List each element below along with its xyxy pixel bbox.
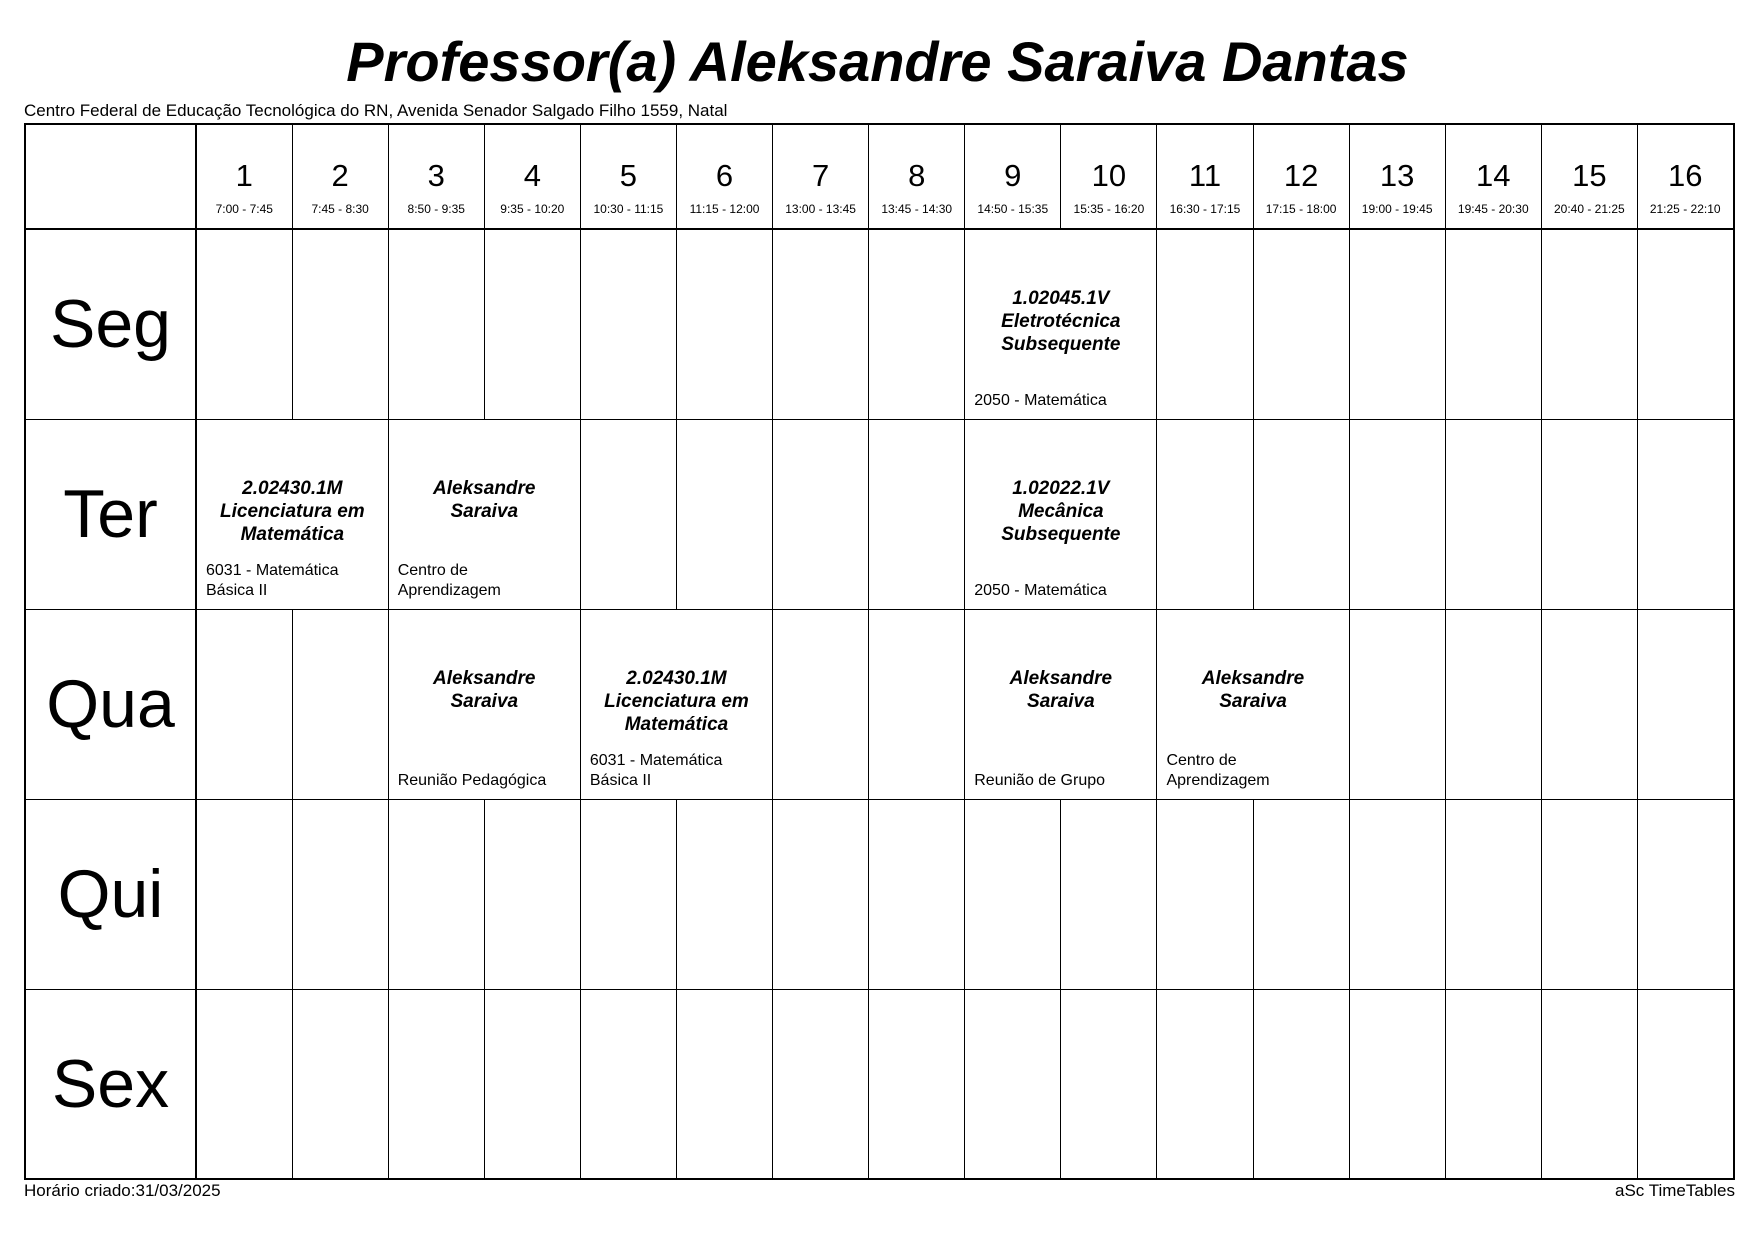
lesson-group-line: Mecânica bbox=[1018, 500, 1104, 522]
empty-slot bbox=[1445, 419, 1541, 609]
lesson-group bbox=[969, 667, 1152, 713]
lesson-subject bbox=[590, 751, 766, 791]
lesson-group-line: Saraiva bbox=[1027, 690, 1095, 712]
period-number: 7 bbox=[811, 158, 830, 193]
period-header bbox=[869, 124, 965, 229]
period-number: 2 bbox=[331, 158, 349, 193]
day-row bbox=[25, 609, 1734, 799]
period-header bbox=[484, 124, 580, 229]
lesson-group-line: 2.02430.1M bbox=[626, 667, 727, 689]
period-time: 19:45 - 20:30 bbox=[1457, 202, 1529, 216]
empty-slot bbox=[869, 229, 965, 419]
period-number: 9 bbox=[1004, 158, 1022, 193]
lesson-card bbox=[388, 609, 580, 799]
day-label: Qui bbox=[25, 799, 196, 989]
empty-slot bbox=[1541, 609, 1637, 799]
period-header bbox=[1637, 124, 1733, 229]
created-date: Horário criado:31/03/2025 bbox=[24, 1181, 221, 1200]
lesson-subject-line: 2050 - Matemática bbox=[974, 391, 1107, 409]
day-row bbox=[25, 419, 1734, 609]
empty-slot bbox=[1637, 609, 1733, 799]
lesson-group-line: Eletrotécnica bbox=[1001, 311, 1121, 332]
empty-slot bbox=[1445, 609, 1541, 799]
page-title: Professor(a) Aleksandre Saraiva Dantas bbox=[346, 30, 1409, 93]
empty-slot bbox=[676, 229, 772, 419]
lesson-subject bbox=[974, 581, 1150, 601]
empty-slot bbox=[1253, 229, 1349, 419]
lesson-content bbox=[389, 610, 580, 799]
period-time: 11:15 - 12:00 bbox=[689, 202, 760, 216]
lesson-group bbox=[1161, 667, 1344, 713]
lesson-group-line: Aleksandre bbox=[1201, 667, 1305, 689]
empty-slot bbox=[196, 799, 292, 989]
period-header bbox=[292, 124, 388, 229]
empty-slot bbox=[484, 229, 580, 419]
lesson-subject bbox=[1166, 751, 1342, 791]
empty-slot bbox=[484, 989, 580, 1179]
lesson-card bbox=[1157, 609, 1349, 799]
empty-slot bbox=[1349, 419, 1445, 609]
lesson-card bbox=[580, 609, 772, 799]
lesson-group bbox=[201, 477, 384, 546]
lesson-subject bbox=[398, 771, 574, 791]
empty-slot bbox=[1061, 799, 1157, 989]
lesson-group-line: 1.02022.1V bbox=[1012, 477, 1110, 499]
empty-slot bbox=[484, 799, 580, 989]
corner-cell bbox=[25, 124, 196, 229]
period-header bbox=[965, 124, 1061, 229]
lesson-subject bbox=[974, 771, 1150, 791]
empty-slot bbox=[1445, 799, 1541, 989]
day-label: Seg bbox=[25, 229, 196, 419]
empty-slot bbox=[1349, 989, 1445, 1179]
lesson-subject-line: Básica II bbox=[589, 771, 652, 789]
empty-slot bbox=[869, 419, 965, 609]
lesson-card bbox=[196, 419, 388, 609]
empty-slot bbox=[1637, 989, 1733, 1179]
empty-slot bbox=[1253, 419, 1349, 609]
lesson-card bbox=[965, 609, 1157, 799]
empty-slot bbox=[1445, 989, 1541, 1179]
period-time: 9:35 - 10:20 bbox=[500, 202, 565, 216]
lesson-group bbox=[969, 287, 1152, 356]
period-header bbox=[1445, 124, 1541, 229]
lesson-subject-line: 6031 - Matemática bbox=[589, 751, 723, 769]
period-time: 8:50 - 9:35 bbox=[407, 202, 465, 216]
empty-slot bbox=[1253, 799, 1349, 989]
lesson-group bbox=[969, 477, 1152, 546]
lesson-group-line: Aleksandre bbox=[1009, 667, 1113, 689]
empty-slot bbox=[965, 799, 1061, 989]
lesson-content bbox=[1157, 610, 1348, 799]
lesson-group-line: Aleksandre bbox=[433, 477, 536, 499]
empty-slot bbox=[676, 419, 772, 609]
empty-slot bbox=[1157, 989, 1253, 1179]
lesson-subject-line: 6031 - Matemática bbox=[206, 561, 339, 579]
empty-slot bbox=[292, 799, 388, 989]
timetable-body bbox=[25, 229, 1734, 1179]
period-header bbox=[196, 124, 292, 229]
period-header bbox=[1253, 124, 1349, 229]
period-number: 12 bbox=[1283, 158, 1319, 193]
empty-slot bbox=[869, 609, 965, 799]
empty-slot bbox=[1061, 989, 1157, 1179]
empty-slot bbox=[388, 989, 484, 1179]
lesson-card bbox=[965, 229, 1157, 419]
lesson-group-line: Matemática bbox=[624, 713, 729, 735]
period-number: 13 bbox=[1379, 158, 1415, 193]
lesson-content bbox=[965, 420, 1156, 609]
lesson-group-line: Licenciatura em bbox=[220, 500, 365, 522]
empty-slot bbox=[1157, 799, 1253, 989]
lesson-subject bbox=[206, 561, 382, 601]
empty-slot bbox=[1541, 419, 1637, 609]
period-time: 21:25 - 22:10 bbox=[1649, 202, 1721, 216]
empty-slot bbox=[1541, 229, 1637, 419]
empty-slot bbox=[388, 229, 484, 419]
empty-slot bbox=[1637, 419, 1733, 609]
lesson-group-line: Subsequente bbox=[1001, 334, 1121, 355]
day-label: Sex bbox=[25, 989, 196, 1179]
lesson-content bbox=[965, 610, 1156, 799]
lesson-card bbox=[388, 419, 580, 609]
period-number: 1 bbox=[235, 158, 253, 193]
lesson-group bbox=[585, 667, 768, 736]
period-number: 10 bbox=[1091, 158, 1127, 193]
lesson-subject bbox=[398, 561, 574, 601]
empty-slot bbox=[1445, 229, 1541, 419]
empty-slot bbox=[773, 989, 869, 1179]
period-time: 15:35 - 16:20 bbox=[1073, 202, 1145, 216]
lesson-content bbox=[581, 610, 772, 799]
empty-slot bbox=[388, 799, 484, 989]
period-number: 16 bbox=[1667, 158, 1703, 193]
empty-slot bbox=[676, 799, 772, 989]
empty-slot bbox=[869, 989, 965, 1179]
empty-slot bbox=[292, 989, 388, 1179]
period-number: 11 bbox=[1188, 158, 1222, 193]
empty-slot bbox=[773, 229, 869, 419]
lesson-content bbox=[197, 420, 388, 609]
period-header bbox=[1061, 124, 1157, 229]
day-label: Qua bbox=[25, 609, 196, 799]
period-number: 15 bbox=[1572, 158, 1607, 193]
period-time: 20:40 - 21:25 bbox=[1553, 202, 1625, 216]
lesson-content bbox=[389, 420, 580, 609]
lesson-group-line: Saraiva bbox=[450, 500, 519, 522]
period-header-row bbox=[25, 124, 1734, 229]
empty-slot bbox=[1541, 799, 1637, 989]
lesson-group bbox=[393, 477, 576, 523]
lesson-subject-line: Aprendizagem bbox=[397, 581, 501, 599]
period-number: 4 bbox=[523, 158, 541, 193]
period-time: 7:45 - 8:30 bbox=[311, 202, 369, 216]
lesson-subject-line: Centro de bbox=[1166, 751, 1237, 769]
period-number: 14 bbox=[1476, 158, 1511, 193]
empty-slot bbox=[1253, 989, 1349, 1179]
day-label: Ter bbox=[25, 419, 196, 609]
period-time: 10:30 - 11:15 bbox=[593, 202, 664, 216]
day-row bbox=[25, 799, 1734, 989]
empty-slot bbox=[1349, 229, 1445, 419]
period-header bbox=[388, 124, 484, 229]
period-number: 5 bbox=[619, 158, 638, 193]
timetable bbox=[24, 123, 1735, 1180]
period-time: 13:45 - 14:30 bbox=[881, 202, 953, 216]
empty-slot bbox=[196, 609, 292, 799]
empty-slot bbox=[1349, 609, 1445, 799]
period-header bbox=[1349, 124, 1445, 229]
lesson-subject-line: Reunião de Grupo bbox=[974, 771, 1106, 789]
empty-slot bbox=[773, 419, 869, 609]
lesson-group-line: 1.02045.1V bbox=[1012, 288, 1110, 309]
lesson-card bbox=[965, 419, 1157, 609]
empty-slot bbox=[965, 989, 1061, 1179]
lesson-group-line: Matemática bbox=[240, 523, 345, 545]
empty-slot bbox=[1541, 989, 1637, 1179]
period-time: 13:00 - 13:45 bbox=[785, 202, 856, 216]
period-number: 6 bbox=[715, 158, 734, 193]
lesson-group-line: Saraiva bbox=[1219, 690, 1287, 712]
period-time: 16:30 - 17:15 bbox=[1169, 202, 1241, 216]
period-number: 3 bbox=[427, 158, 445, 193]
empty-slot bbox=[196, 989, 292, 1179]
empty-slot bbox=[1349, 799, 1445, 989]
empty-slot bbox=[773, 799, 869, 989]
empty-slot bbox=[773, 609, 869, 799]
empty-slot bbox=[292, 229, 388, 419]
empty-slot bbox=[196, 229, 292, 419]
period-time: 19:00 - 19:45 bbox=[1361, 202, 1433, 216]
period-time: 14:50 - 15:35 bbox=[977, 202, 1049, 216]
lesson-group-line: 2.02430.1M bbox=[242, 477, 343, 499]
lesson-subject-line: Reunião Pedagógica bbox=[397, 771, 547, 789]
empty-slot bbox=[1157, 419, 1253, 609]
period-header bbox=[1541, 124, 1637, 229]
empty-slot bbox=[580, 229, 676, 419]
empty-slot bbox=[580, 419, 676, 609]
empty-slot bbox=[1637, 799, 1733, 989]
period-header bbox=[676, 124, 772, 229]
empty-slot bbox=[580, 799, 676, 989]
day-row bbox=[25, 229, 1734, 419]
lesson-subject-line: Básica II bbox=[206, 581, 268, 599]
empty-slot bbox=[1637, 229, 1733, 419]
lesson-group-line: Licenciatura em bbox=[604, 690, 749, 712]
lesson-subject-line: Aprendizagem bbox=[1166, 771, 1270, 789]
empty-slot bbox=[869, 799, 965, 989]
lesson-group-line: Aleksandre bbox=[433, 667, 536, 689]
lesson-group-line: Saraiva bbox=[450, 690, 519, 712]
period-number: 8 bbox=[908, 158, 926, 193]
empty-slot bbox=[580, 989, 676, 1179]
lesson-group-line: Subsequente bbox=[1001, 523, 1121, 545]
empty-slot bbox=[1157, 229, 1253, 419]
period-time: 7:00 - 7:45 bbox=[215, 202, 273, 216]
empty-slot bbox=[292, 609, 388, 799]
empty-slot bbox=[676, 989, 772, 1179]
period-time: 17:15 - 18:00 bbox=[1265, 202, 1337, 216]
lesson-subject-line: Centro de bbox=[397, 561, 468, 579]
lesson-group bbox=[393, 667, 576, 713]
lesson-subject bbox=[974, 391, 1150, 411]
lesson-content bbox=[965, 230, 1156, 419]
day-row bbox=[25, 989, 1734, 1179]
period-header bbox=[580, 124, 676, 229]
period-header bbox=[1157, 124, 1253, 229]
period-header bbox=[773, 124, 869, 229]
software-credit: aSc TimeTables bbox=[1615, 1181, 1735, 1200]
school-address: Centro Federal de Educação Tecnológica do RN, Avenida Senador Salgado Filho 1559, Natal bbox=[24, 101, 728, 120]
lesson-subject-line: 2050 - Matemática bbox=[974, 581, 1107, 599]
